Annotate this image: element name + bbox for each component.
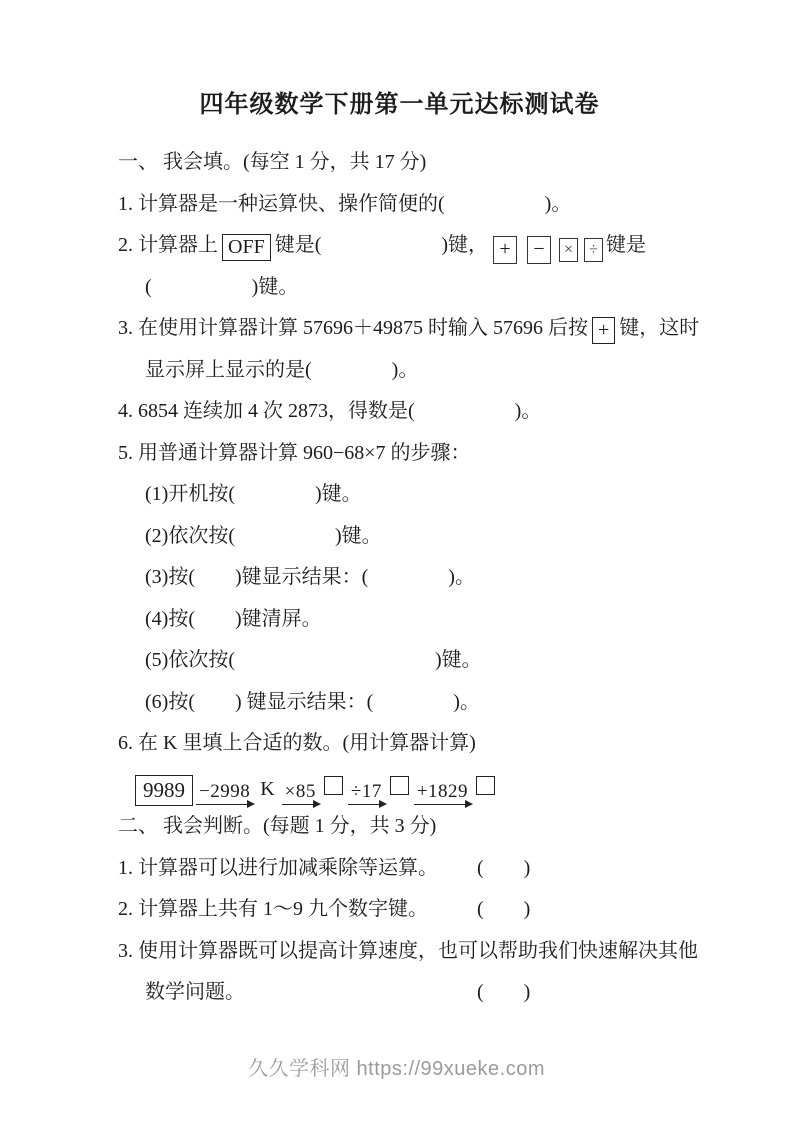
answer-box-1 <box>324 776 343 795</box>
off-key-box: OFF <box>222 234 271 261</box>
s1-q5-step-6: (6)按( ) 键显示结果：( )。 <box>145 690 480 713</box>
s1-q5-step-2: (2)依次按( )键。 <box>145 524 382 547</box>
q3-text-post: 键，这时 <box>619 317 700 339</box>
k-variable-label: K <box>260 777 275 800</box>
arrow-label-plus-1829: +1829 <box>416 780 469 802</box>
section2-heading: 二、 我会判断。(每题 1 分，共 3 分) <box>118 815 437 837</box>
s1-question-6: 6. 在 K 里填上合适的数。(用计算器计算) <box>118 732 476 754</box>
minus-key-box: − <box>527 236 551 264</box>
q2-text-post: 键是 <box>606 234 647 256</box>
s2-question-3-line2 <box>118 972 681 1014</box>
s1-question-2-line1 <box>118 225 681 267</box>
s2-question-1 <box>118 848 681 890</box>
right-arrow-icon <box>348 804 385 805</box>
s2-q1-answer-parens: ( ) <box>477 856 531 879</box>
s1-q5-step-4: (4)按( )键清屏。 <box>145 607 322 630</box>
plus-key-box: + <box>592 317 615 344</box>
s2-q3-answer-parens: ( ) <box>477 981 531 1003</box>
q3-text-pre: 3. 在使用计算器计算 57696＋49875 时输入 57696 后按 <box>118 317 588 339</box>
s1-question-3-line2: 显示屏上显示的是( )。 <box>145 358 419 381</box>
s2-question-2 <box>118 889 681 931</box>
s1-question-3-line1 <box>118 308 700 350</box>
s1-question-1: 1. 计算器是一种运算快、操作简便的( )。 <box>118 192 572 215</box>
s2-q2-statement: 2. 计算器上共有 1～9 九个数字键。 <box>118 898 428 920</box>
answer-box-3 <box>476 776 495 795</box>
arrow-step-4 <box>414 782 471 805</box>
right-arrow-icon <box>282 804 319 805</box>
arrow-label-divide-17: ÷17 <box>350 780 382 802</box>
arrow-step-2 <box>282 782 319 805</box>
s1-question-2-line2: ( )键。 <box>145 275 299 298</box>
q6-flow-diagram <box>118 765 681 807</box>
s2-question-3-line1: 3. 使用计算器既可以提高计算速度，也可以帮助我们快速解决其他 <box>118 939 698 962</box>
right-arrow-icon <box>196 804 253 805</box>
s2-q3-statement-end: 数学问题。 <box>145 981 245 1003</box>
s2-q2-answer-parens: ( ) <box>477 898 531 920</box>
s1-q5-step-3: (3)按( )键显示结果：( )。 <box>145 566 475 588</box>
s1-q5-step-1: (1)开机按( )键。 <box>145 483 362 505</box>
arrow-step-1 <box>196 782 253 805</box>
q2-text-mid: 键是( )键， <box>274 234 489 256</box>
right-arrow-icon <box>414 804 471 805</box>
divide-key-box: ÷ <box>584 238 603 262</box>
s2-q1-statement: 1. 计算器可以进行加减乘除等运算。 <box>118 856 438 879</box>
s1-question-4: 4. 6854 连续加 4 次 2873，得数是( )。 <box>118 400 542 422</box>
q2-text-pre: 2. 计算器上 <box>118 234 218 256</box>
arrow-label-minus-2998: −2998 <box>199 780 251 802</box>
s1-q5-step-5: (5)依次按( )键。 <box>145 649 482 671</box>
arrow-step-3 <box>348 782 385 805</box>
answer-box-2 <box>390 776 409 795</box>
page-title: 四年级数学下册第一单元达标测试卷 <box>199 92 600 118</box>
start-value-box: 9989 <box>135 775 193 806</box>
section1-heading: 一、 我会填。(每空 1 分，共 17 分) <box>118 151 427 173</box>
plus-key-box: + <box>493 236 517 264</box>
watermark-footer: 久久学科网 https://99xueke.com <box>247 1058 546 1080</box>
arrow-label-times-85: ×85 <box>284 780 316 802</box>
s1-question-5: 5. 用普通计算器计算 960−68×7 的步骤： <box>118 441 471 464</box>
multiply-key-box: × <box>559 238 578 262</box>
